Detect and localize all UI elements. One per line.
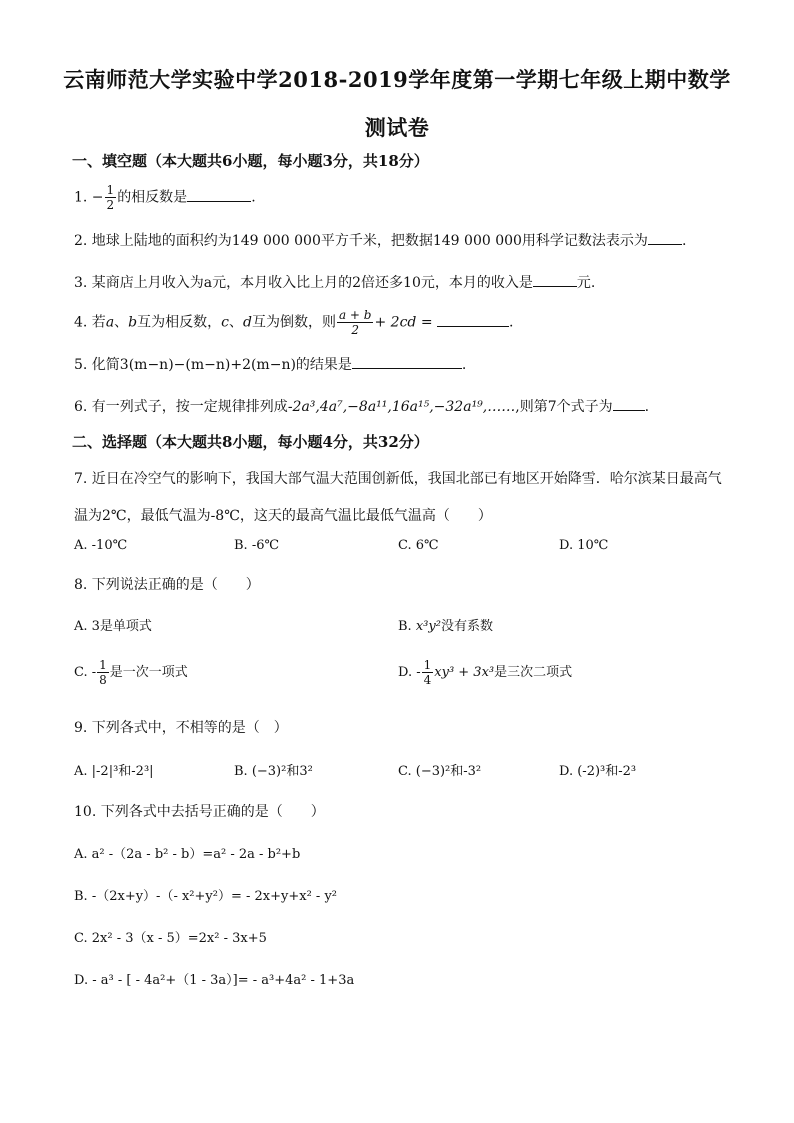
q2-answer-blank[interactable] (648, 230, 682, 245)
q8-c-fraction (97, 658, 109, 687)
q3-text: 3. 某商店上月收入为a元，本月收入比上月的2倍还多10元，本月的收入是 (74, 275, 533, 291)
q1-numerator: 1 (106, 183, 115, 197)
q8-c-suffix: 是一次一项式 (109, 665, 188, 680)
q8-d-expr: xy³ + 3x³ (434, 665, 495, 680)
q8-d-prefix: D. - (398, 665, 421, 680)
q4-mid1: 互为相反数， (137, 314, 222, 331)
q1-suffix: 的相反数是 (117, 189, 188, 206)
q6-answer-blank[interactable] (613, 396, 645, 411)
q1-prefix: 1. − (74, 189, 104, 206)
question-9: 9. 下列各式中，不相等的是（ ） (74, 720, 288, 736)
q4-sep2: 、 (228, 314, 243, 331)
q10-option-b[interactable]: B. -（2x+y）-（- x²+y²）= - 2x+y+x² - y² (74, 889, 337, 904)
q4-denominator: 2 (351, 323, 360, 337)
exam-title-line2: 测试卷 (364, 115, 430, 140)
q10-option-a[interactable]: A. a² -（2a - b² - b）=a² - 2a - b²+b (74, 847, 301, 862)
question-2 (74, 230, 686, 250)
q8-d-fraction (422, 658, 434, 687)
q4-after: + 2cd = (374, 314, 433, 331)
q6-prefix: 6. 有一列式子，按一定规律排列成 (74, 399, 288, 415)
q5-text: 5. 化简3(m−n)−(m−n)+2(m−n)的结果是 (74, 357, 352, 373)
q1-denominator: 2 (106, 198, 115, 212)
question-7-line2: 温为2℃，最低气温为-8℃，这天的最高气温比最低气温高（ ） (74, 508, 492, 524)
q4-answer-blank[interactable] (437, 312, 509, 327)
q9-option-c[interactable]: C. (−3)²和-3² (398, 764, 482, 779)
q7-option-d[interactable]: D. 10℃ (559, 538, 609, 553)
question-6 (74, 396, 649, 416)
q4-numerator: a + b (338, 308, 372, 322)
q4-end: . (509, 314, 514, 331)
q1-fraction (105, 183, 117, 212)
q3-answer-blank[interactable] (533, 272, 577, 287)
q1-end: . (251, 189, 256, 206)
q4-prefix: 4. 若 (74, 314, 106, 331)
question-1 (74, 183, 256, 212)
q9-option-b[interactable]: B. (−3)²和3² (234, 764, 313, 779)
q8-option-b[interactable] (398, 615, 493, 634)
q4-var-d: d (242, 314, 252, 331)
q9-option-d[interactable]: D. (-2)³和-2³ (559, 764, 637, 779)
q8-option-c[interactable] (74, 658, 188, 687)
q6-suffix: ,则第7个式子为 (515, 399, 613, 415)
question-4 (74, 308, 513, 337)
q10-option-d[interactable]: D. - a³ - [ - 4a²+（1 - 3a）]= - a³+4a² - 1+3a (74, 973, 355, 988)
q8-c-prefix: C. - (74, 665, 97, 680)
q4-var-b: b (128, 314, 138, 331)
q10-option-c[interactable]: C. 2x² - 3（x - 5）=2x² - 3x+5 (74, 931, 267, 946)
q2-text: 2. 地球上陆地的面积约为149 000 000平方千米，把数据149 000 000用科学记数法表示为 (74, 233, 648, 249)
q8-d-denominator: 4 (423, 673, 432, 687)
exam-title: 云南师范大学实验中学2018-2019学年度第一学期七年级上期中数学 (63, 67, 731, 92)
q6-sequence: -2a³,4a⁷,−8a¹¹,16a¹⁵,−32a¹⁹,…… (287, 399, 516, 415)
question-10: 10. 下列各式中去括号正确的是（ ） (74, 804, 325, 820)
q5-answer-blank[interactable] (352, 354, 462, 369)
q6-end: . (644, 399, 650, 415)
q7-option-a[interactable]: A. -10℃ (74, 538, 128, 553)
question-8: 8. 下列说法正确的是（ ） (74, 577, 260, 593)
q8-b-prefix: B. (398, 619, 412, 634)
question-5 (74, 354, 466, 374)
q8-b-suffix: 没有系数 (440, 619, 493, 634)
q3-end: 元. (576, 275, 596, 291)
q5-end: . (461, 357, 467, 373)
question-3 (74, 272, 595, 292)
q2-end: . (681, 233, 687, 249)
q4-var-c: c (221, 314, 229, 331)
q8-d-suffix: 是三次二项式 (494, 665, 573, 680)
q8-c-numerator: 1 (99, 658, 107, 672)
q1-answer-blank[interactable] (187, 187, 251, 202)
q4-sep1: 、 (114, 314, 129, 331)
q8-option-a[interactable]: A. 3是单项式 (74, 619, 152, 634)
q8-option-d[interactable] (398, 658, 572, 687)
q9-option-a[interactable]: A. |-2|³和-2³| (74, 764, 154, 779)
q7-option-b[interactable]: B. -6℃ (234, 538, 280, 553)
q8-c-denominator: 8 (99, 673, 107, 687)
q8-b-expr: x³y² (415, 619, 441, 634)
q7-option-c[interactable]: C. 6℃ (398, 538, 439, 553)
q4-fraction (337, 308, 374, 337)
section-choice-heading: 二、选择题（本大题共8小题，每小题4分，共32分） (72, 433, 429, 451)
q4-mid2: 互为倒数，则 (251, 314, 336, 331)
q8-d-numerator: 1 (423, 658, 432, 672)
question-7-line1: 7. 近日在冷空气的影响下，我国大部气温大范围创新低，我国北部已有地区开始降雪．哈尔滨某日最高气 (74, 471, 722, 487)
section-fill-blank-heading: 一、填空题（本大题共6小题，每小题3分，共18分） (72, 152, 429, 170)
q4-var-a: a (105, 314, 115, 331)
